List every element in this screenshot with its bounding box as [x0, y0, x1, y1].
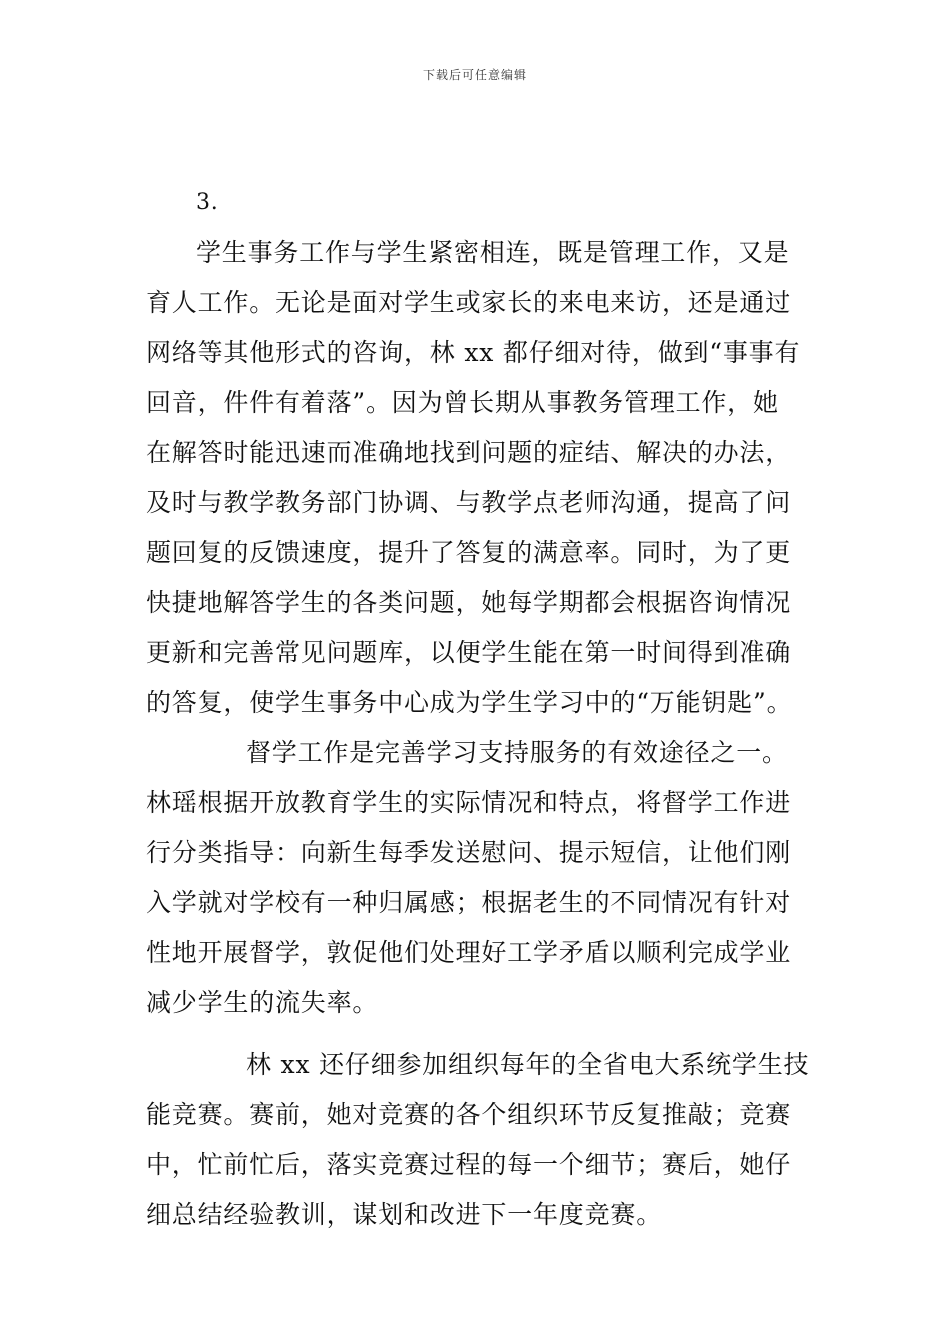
- paragraph-line: 题回复的反馈速度，提升了答复的满意率。同时，为了更: [146, 538, 792, 567]
- paragraph-line: 更新和完善常见问题库，以便学生能在第一时间得到准确: [146, 638, 792, 667]
- paragraph-line: 督学工作是完善学习支持服务的有效途径之一。: [246, 738, 788, 767]
- paragraph-line: 网络等其他形式的咨询，林 xx 都仔细对待，做到“事事有: [146, 338, 801, 367]
- paragraph-line: 减少学生的流失率。: [146, 988, 379, 1017]
- paragraph-line: 回音，件件有着落”。因为曾长期从事教务管理工作，她: [146, 388, 779, 417]
- paragraph-line: 在解答时能迅速而准确地找到问题的症结、解决的办法，: [146, 438, 792, 467]
- paragraph-line: 林瑶根据开放教育学生的实际情况和特点，将督学工作进: [146, 788, 792, 817]
- paragraph-line: 及时与教学教务部门协调、与教学点老师沟通，提高了问: [146, 488, 792, 517]
- paragraph-line: 能竞赛。赛前，她对竞赛的各个组织环节反复推敲；竞赛: [146, 1100, 792, 1129]
- paragraph-2: [146, 728, 810, 1028]
- section-number: 3.: [196, 190, 219, 215]
- paragraph-1: [146, 228, 810, 728]
- paragraph-line: 细总结经验教训，谋划和改进下一年度竞赛。: [146, 1200, 663, 1229]
- paragraph-line: 快捷地解答学生的各类问题，她每学期都会根据咨询情况: [146, 588, 792, 617]
- paragraph-line: 学生事务工作与学生紧密相连，既是管理工作，又是: [196, 238, 790, 267]
- paragraph-3: [146, 1040, 810, 1240]
- document-body: [146, 178, 810, 1240]
- header-note: 下载后可任意编辑: [422, 68, 527, 82]
- paragraph-line: 林 xx 还仔细参加组织每年的全省电大系统学生技: [246, 1050, 810, 1079]
- paragraph-gap: [146, 1028, 810, 1040]
- paragraph-line: 的答复，使学生事务中心成为学生学习中的“万能钥匙”。: [146, 688, 793, 717]
- paragraph-line: 中，忙前忙后，落实竞赛过程的每一个细节；赛后，她仔: [146, 1150, 792, 1179]
- paragraph-line: 入学就对学校有一种归属感；根据老生的不同情况有针对: [146, 888, 792, 917]
- paragraph-line: 性地开展督学，敦促他们处理好工学矛盾以顺利完成学业: [146, 938, 792, 967]
- paragraph-line: 育人工作。无论是面对学生或家长的来电来访，还是通过: [146, 288, 792, 317]
- paragraph-line: 行分类指导：向新生每季发送慰问、提示短信，让他们刚: [146, 838, 792, 867]
